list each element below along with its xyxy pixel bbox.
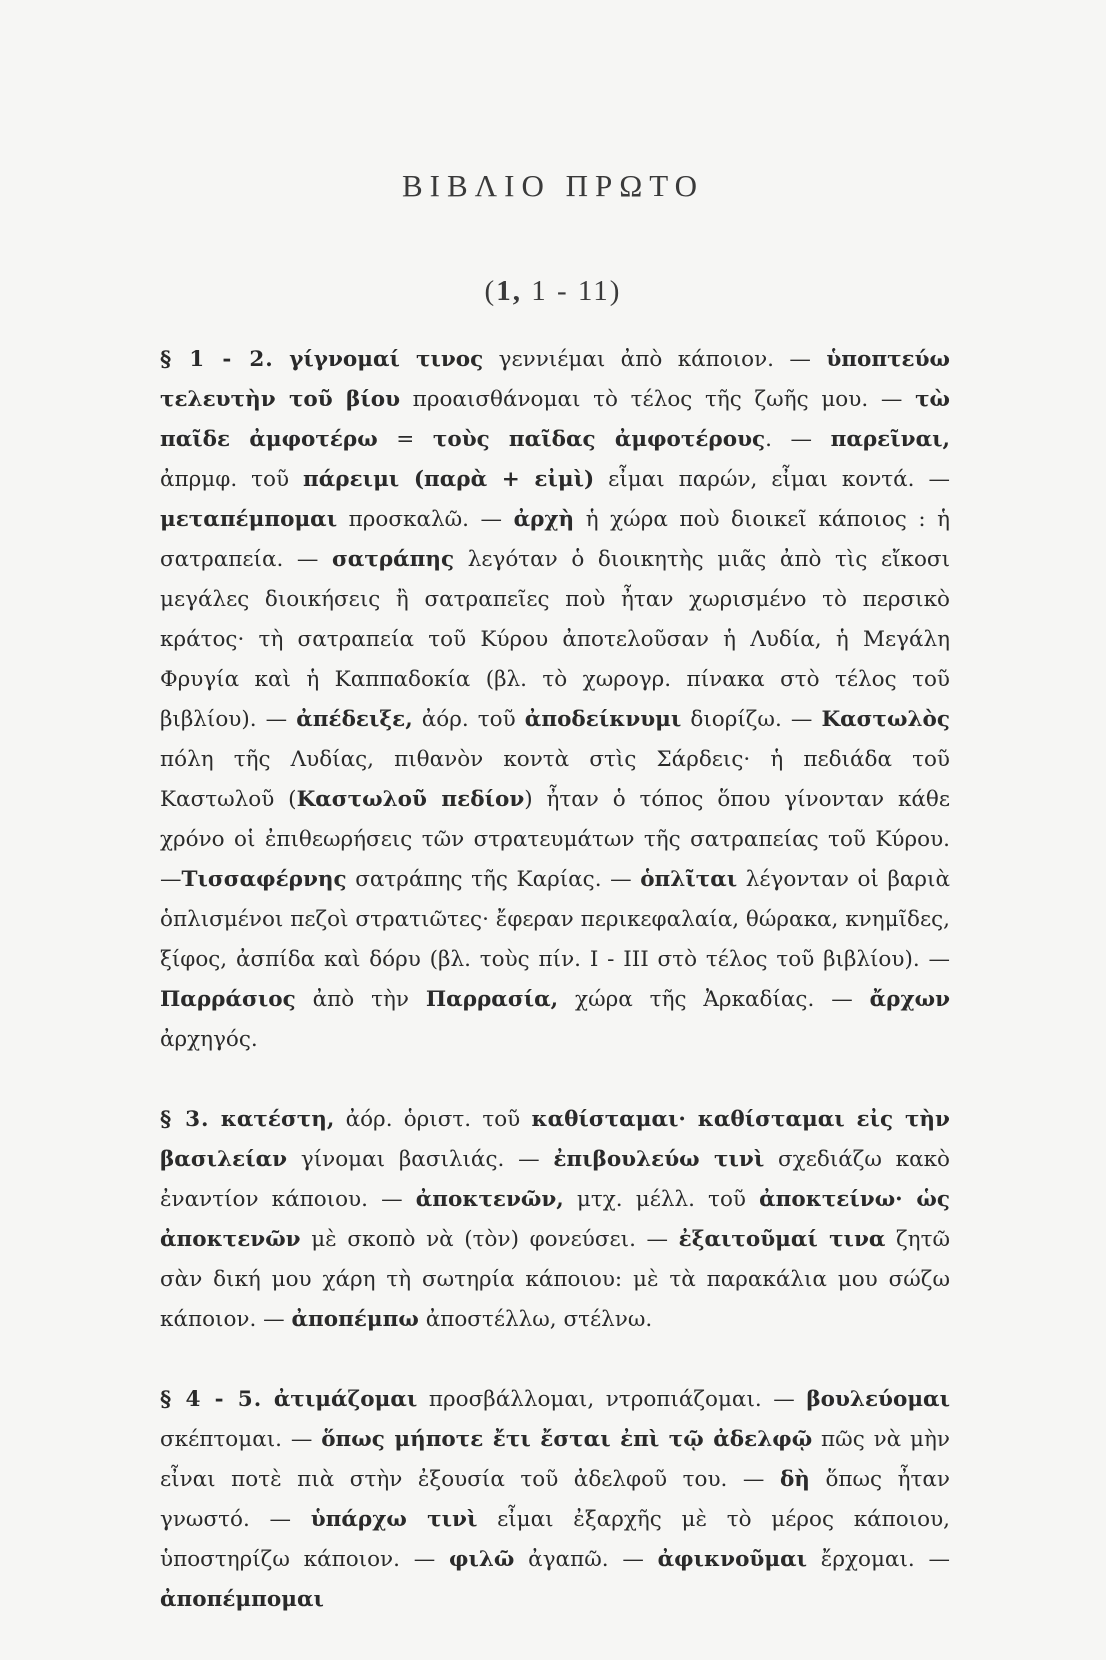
gloss-text: ζητῶ σὰν δική μου χάρη τὴ σωτηρία κάποιου: μὲ τὰ παρακάλια μου σώζω κάποιον. — xyxy=(160,1227,950,1332)
commentary-paragraph xyxy=(160,1380,950,1620)
gloss-text: γεννιέμαι ἀπὸ κάποιον. — xyxy=(483,347,827,372)
headword: γίγνομαί τινος xyxy=(289,347,484,372)
gloss-text: ἀγαπῶ. — xyxy=(514,1547,658,1572)
gloss-text: ἀρχηγός. xyxy=(160,1027,258,1052)
headword: ὑποπτεύω τελευτὴν τοῦ βίου xyxy=(160,347,951,412)
headword: Τισσαφέρνης xyxy=(181,867,347,892)
headword: ἀποκτείνω· ὡς ἀποκτενῶν xyxy=(160,1187,950,1252)
headword: ἀποδείκνυμι xyxy=(524,707,682,732)
gloss-text: σκέπτομαι. — xyxy=(160,1427,322,1452)
headword: ἀποπέμπομαι xyxy=(160,1587,324,1612)
gloss-text: προαισθάνομαι τὸ τέλος τῆς ζωῆς μου. — xyxy=(399,387,916,412)
gloss-text: λεγόταν ὁ διοικητὴς μιᾶς ἀπὸ τὶς εἴκοσι μεγάλες διοικήσεις ἢ σατραπεῖες ποὺ ἦταν χωρισμένο τὸ περσικὸ κράτος· τὴ σατραπεία τοῦ Κύρου ἀποτελοῦσαν ἡ Λυδία, ἡ Μεγάλη Φρυγία καὶ ἡ Καππαδοκία (βλ. τὸ χωρογρ. πίνακα στὸ τέλος τοῦ βιβλίου). — xyxy=(160,547,951,732)
headword: ἀποκτενῶν, xyxy=(415,1187,564,1212)
headword: δὴ xyxy=(779,1467,810,1492)
gloss-text: ἀόρ. τοῦ xyxy=(412,707,525,732)
headword: ὑπάρχω τινὶ xyxy=(310,1507,478,1532)
gloss-text: γίνομαι βασιλιάς. — xyxy=(287,1147,554,1172)
gloss-text: . — xyxy=(765,427,831,452)
headword: ἀτιμάζομαι xyxy=(273,1387,418,1412)
gloss-text: ἔρχομαι. — xyxy=(807,1547,950,1572)
chapter-verses: 1 - 11) xyxy=(521,275,622,307)
commentary-paragraph xyxy=(160,1100,950,1340)
headword: Καστωλὸς xyxy=(821,707,950,732)
headword: ἐπιβουλεύω τινὶ xyxy=(553,1147,765,1172)
headword: βουλεύομαι xyxy=(806,1387,950,1412)
gloss-text: ἀπὸ τὴν xyxy=(295,987,426,1012)
headword: Καστωλοῦ πεδίον xyxy=(296,787,525,812)
gloss-text: εἶμαι παρών, εἶμαι κοντά. — xyxy=(594,467,950,492)
section-number: § 1 - 2. xyxy=(160,347,274,372)
gloss-text: μτχ. μέλλ. τοῦ xyxy=(563,1187,760,1212)
headword: ἐξαιτοῦμαί τινα xyxy=(678,1227,886,1252)
chapter-number: 1, xyxy=(496,275,522,307)
headword: ἀφικνοῦμαι xyxy=(657,1547,808,1572)
headword: μεταπέμπομαι xyxy=(160,507,338,532)
gloss-text: προσκαλῶ. — xyxy=(337,507,514,532)
gloss-text: ἡ χώρα ποὺ διοικεῖ κάποιος : ἡ σατραπεία. — xyxy=(160,507,950,572)
commentary-body xyxy=(160,340,950,1660)
headword: σατράπης xyxy=(331,547,455,572)
gloss-text: ) ἦταν ὁ τόπος ὅπου γίνονταν κάθε χρόνο οἱ ἐπιθεωρήσεις τῶν στρατευμάτων τῆς σατραπείας τοῦ Κύρου.— xyxy=(160,787,950,892)
gloss-text: ὅπως ἦταν γνωστό. — xyxy=(160,1467,950,1532)
gloss-text: ἀποστέλλω, στέλνω. xyxy=(418,1307,653,1332)
section-number: § 3. xyxy=(160,1107,210,1132)
gloss-text: σχεδιάζω κακὸ ἐναντίον κάποιου. — xyxy=(160,1147,951,1212)
gloss-text: λέγονταν οἱ βαριὰ ὁπλισμένοι πεζοὶ στρατιῶτες· ἔφεραν περικεφαλαία, θώρακα, κνημῖδες, ξίφος, ἀσπίδα καὶ δόρυ (βλ. τοὺς πίν. I - III στὸ τέλος τοῦ βιβλίου). — xyxy=(160,867,950,972)
headword: τὼ παῖδε ἀμφοτέρω xyxy=(160,387,950,452)
gloss-text: διορίζω. — xyxy=(681,707,822,732)
headword: ὁπλῖται xyxy=(640,867,738,892)
gloss-text: = xyxy=(377,427,433,452)
headword: πάρειμι (παρὰ + εἰμὶ) xyxy=(303,467,595,492)
gloss-text: σατράπης τῆς Καρίας. — xyxy=(346,867,641,892)
page-title: ΒΙΒΛΙΟ ΠΡΩΤΟ xyxy=(401,168,705,203)
section-number: § 4 - 5. xyxy=(160,1387,263,1412)
headword: ἀποπέμπω xyxy=(291,1307,419,1332)
gloss-text: ἀόρ. ὁριστ. τοῦ xyxy=(334,1107,532,1132)
gloss-text: μὲ σκοπὸ νὰ (τὸν) φονεύσει. — xyxy=(300,1227,679,1252)
chapter-range xyxy=(0,275,1106,308)
gloss-text: χώρα τῆς Ἀρκαδίας. — xyxy=(558,987,870,1012)
headword: φιλῶ xyxy=(449,1547,515,1572)
headword: Παρρασία, xyxy=(425,987,559,1012)
gloss-text: προσβάλλομαι, ντροπιάζομαι. — xyxy=(417,1387,807,1412)
gloss-text: πῶς νὰ μὴν εἶναι ποτὲ πιὰ στὴν ἐξουσία τοῦ ἀδελφοῦ του. — xyxy=(160,1427,950,1492)
headword: ἀπέδειξε, xyxy=(296,707,413,732)
gloss-text: ἀπρμφ. τοῦ xyxy=(160,467,304,492)
headword: καθίσταμαι· καθίσταμαι εἰς τὴν βασιλείαν xyxy=(160,1107,950,1172)
headword: παρεῖναι, xyxy=(830,427,950,452)
headword: κατέστη, xyxy=(220,1107,335,1132)
gloss-text: πόλη τῆς Λυδίας, πιθανὸν κοντὰ στὶς Σάρδεις· ἡ πεδιάδα τοῦ Καστωλοῦ ( xyxy=(160,747,950,812)
headword: ἄρχων xyxy=(869,987,950,1012)
headword: Παρράσιος xyxy=(160,987,296,1012)
headword: ἀρχὴ xyxy=(513,507,575,532)
headword: τοὺς παῖδας ἀμφοτέρους xyxy=(432,427,766,452)
commentary-paragraph xyxy=(160,340,950,1060)
headword: ὅπως μήποτε ἔτι ἔσται ἐπὶ τῷ ἀδελφῷ xyxy=(321,1427,813,1452)
chapter-open-paren: ( xyxy=(484,275,497,307)
gloss-text: εἶμαι ἐξαρχῆς μὲ τὸ μέρος κάποιου, ὑποστηρίζω κάποιον. — xyxy=(160,1507,950,1572)
